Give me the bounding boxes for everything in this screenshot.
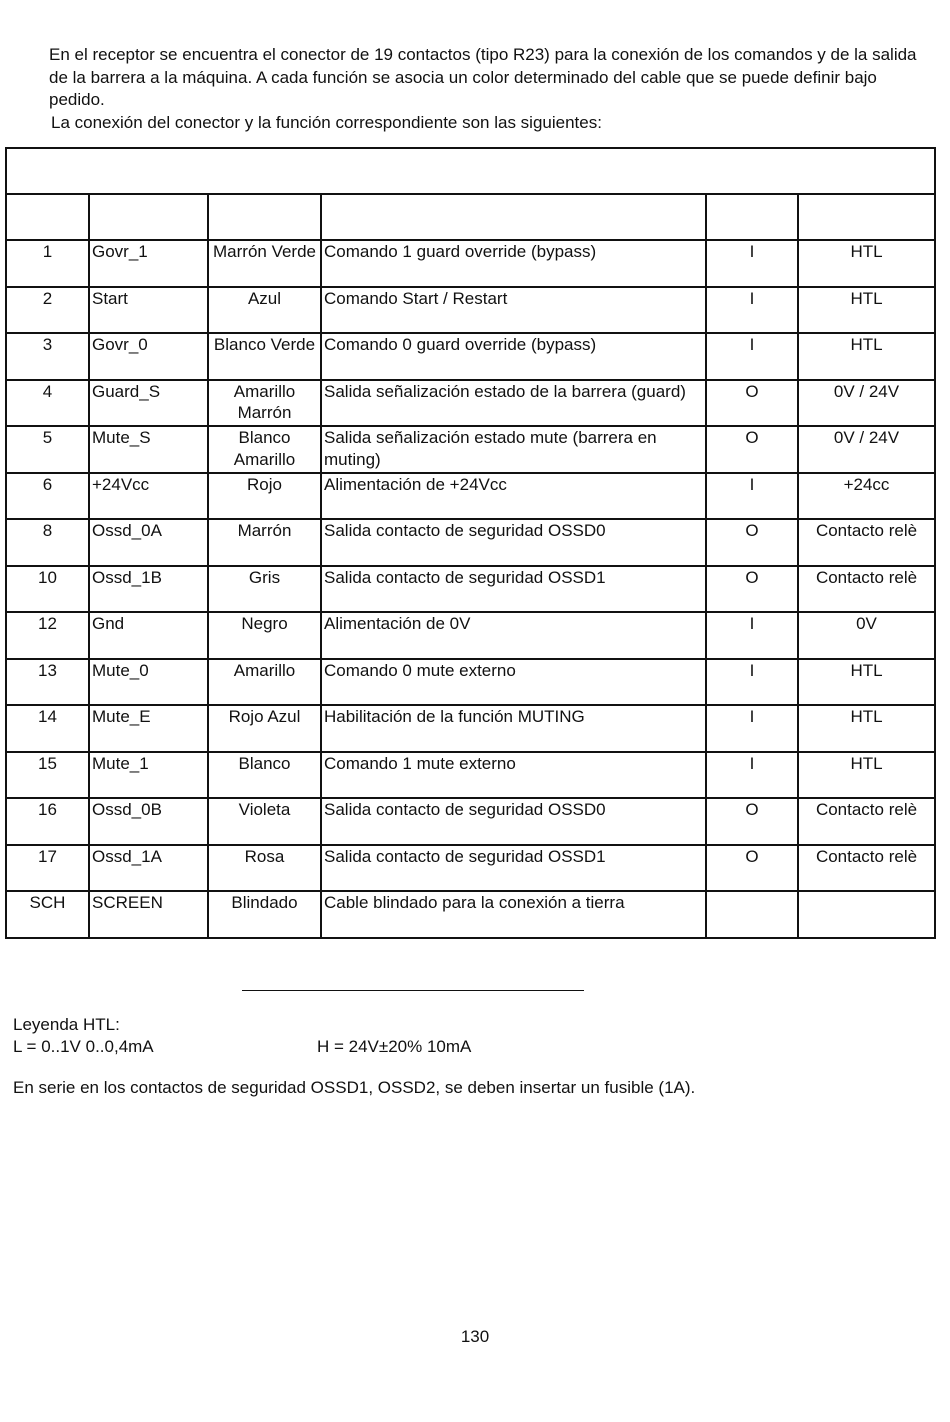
connector-pin-table — [5, 147, 936, 939]
cell-pin: 14 — [6, 705, 89, 752]
cell-io: I — [706, 240, 798, 287]
cell-pin: 5 — [6, 426, 89, 473]
cell-level: Contacto relè — [798, 798, 935, 845]
cell-function: Salida contacto de seguridad OSSD1 — [321, 845, 706, 892]
cell-function: Salida contacto de seguridad OSSD0 — [321, 519, 706, 566]
table-row — [6, 240, 935, 287]
table-row — [6, 473, 935, 520]
table-row — [6, 845, 935, 892]
table-row — [6, 705, 935, 752]
cell-level: HTL — [798, 705, 935, 752]
cell-function: Comando 1 mute externo — [321, 752, 706, 799]
cell-wire-color: Blanco — [208, 752, 321, 799]
cell-pin: 8 — [6, 519, 89, 566]
legend-low-level: L = 0..1V 0..0,4mA — [13, 1037, 154, 1056]
cell-level: +24cc — [798, 473, 935, 520]
cell-io: I — [706, 287, 798, 334]
cell-level: 0V / 24V — [798, 426, 935, 473]
cell-wire-color: Blindado — [208, 891, 321, 938]
cell-pin: 16 — [6, 798, 89, 845]
cell-wire-color: Rosa — [208, 845, 321, 892]
cell-signal-name: Guard_S — [89, 380, 208, 427]
cell-signal-name: SCREEN — [89, 891, 208, 938]
legend-high-level: H = 24V±20% 10mA — [317, 1037, 472, 1056]
header-name — [89, 194, 208, 240]
cell-io: I — [706, 473, 798, 520]
cell-signal-name: Ossd_1B — [89, 566, 208, 613]
cell-pin: SCH — [6, 891, 89, 938]
legend-title: Leyenda HTL: — [13, 1015, 120, 1034]
header-pin — [6, 194, 89, 240]
cell-level: HTL — [798, 287, 935, 334]
header-function — [321, 194, 706, 240]
cell-signal-name: Mute_S — [89, 426, 208, 473]
table-row — [6, 752, 935, 799]
table-row — [6, 798, 935, 845]
table-title — [6, 148, 935, 194]
table-row — [6, 659, 935, 706]
cell-function: Comando 0 guard override (bypass) — [321, 333, 706, 380]
cell-wire-color: Marrón Verde — [208, 240, 321, 287]
cell-level: HTL — [798, 659, 935, 706]
cell-function: Alimentación de 0V — [321, 612, 706, 659]
cell-wire-color: Blanco Verde — [208, 333, 321, 380]
fuse-note: En serie en los contactos de seguridad OSSD1, OSSD2, se deben insertar un fusible (1A). — [13, 1078, 696, 1097]
cell-pin: 6 — [6, 473, 89, 520]
cell-signal-name: Ossd_1A — [89, 845, 208, 892]
cell-io: I — [706, 612, 798, 659]
table-row — [6, 426, 935, 473]
cell-function: Alimentación de +24Vcc — [321, 473, 706, 520]
cell-wire-color: Negro — [208, 612, 321, 659]
cell-wire-color: Violeta — [208, 798, 321, 845]
cell-io: I — [706, 333, 798, 380]
intro-text — [49, 44, 929, 134]
cell-pin: 13 — [6, 659, 89, 706]
intro-paragraph-2: La conexión del conector y la función correspondiente son las siguientes: — [51, 112, 602, 132]
separator-line — [242, 990, 584, 991]
cell-signal-name: +24Vcc — [89, 473, 208, 520]
cell-wire-color: Marrón — [208, 519, 321, 566]
table-header-row — [6, 194, 935, 240]
table-row — [6, 287, 935, 334]
cell-io: O — [706, 380, 798, 427]
cell-signal-name: Gnd — [89, 612, 208, 659]
cell-signal-name: Mute_1 — [89, 752, 208, 799]
cell-function: Comando 1 guard override (bypass) — [321, 240, 706, 287]
cell-pin: 1 — [6, 240, 89, 287]
cell-function: Salida señalización estado mute (barrera en muting) — [321, 426, 706, 473]
cell-pin: 3 — [6, 333, 89, 380]
cell-io: O — [706, 798, 798, 845]
cell-signal-name: Ossd_0B — [89, 798, 208, 845]
cell-wire-color: Blanco Amarillo — [208, 426, 321, 473]
cell-wire-color: Gris — [208, 566, 321, 613]
cell-pin: 2 — [6, 287, 89, 334]
cell-io: O — [706, 845, 798, 892]
cell-function: Salida contacto de seguridad OSSD1 — [321, 566, 706, 613]
cell-level: HTL — [798, 240, 935, 287]
cell-signal-name: Start — [89, 287, 208, 334]
cell-io: O — [706, 426, 798, 473]
cell-io: O — [706, 519, 798, 566]
header-color — [208, 194, 321, 240]
table-row — [6, 891, 935, 938]
cell-function: Cable blindado para la conexión a tierra — [321, 891, 706, 938]
cell-wire-color: Rojo — [208, 473, 321, 520]
cell-pin: 10 — [6, 566, 89, 613]
cell-level: Contacto relè — [798, 519, 935, 566]
cell-signal-name: Mute_0 — [89, 659, 208, 706]
header-level — [798, 194, 935, 240]
cell-pin: 12 — [6, 612, 89, 659]
cell-wire-color: Amarillo — [208, 659, 321, 706]
cell-io — [706, 891, 798, 938]
cell-signal-name: Govr_1 — [89, 240, 208, 287]
table-row — [6, 380, 935, 427]
cell-pin: 15 — [6, 752, 89, 799]
page-number: 130 — [460, 1327, 490, 1346]
cell-level: Contacto relè — [798, 845, 935, 892]
table-row — [6, 333, 935, 380]
cell-level: 0V / 24V — [798, 380, 935, 427]
cell-io: I — [706, 659, 798, 706]
intro-paragraph-1: En el receptor se encuentra el conector de 19 contactos (tipo R23) para la conexión de los comandos y de la salida de la barrera a la máquina. A cada función se asocia un color determinado del cable que se puede definir bajo pedido. — [49, 45, 917, 109]
cell-signal-name: Ossd_0A — [89, 519, 208, 566]
cell-wire-color: Amarillo Marrón — [208, 380, 321, 427]
cell-signal-name: Mute_E — [89, 705, 208, 752]
cell-pin: 4 — [6, 380, 89, 427]
cell-function: Comando 0 mute externo — [321, 659, 706, 706]
table-row — [6, 612, 935, 659]
table-title-row — [6, 148, 935, 194]
cell-level — [798, 891, 935, 938]
table-row — [6, 519, 935, 566]
table-row — [6, 566, 935, 613]
cell-io: O — [706, 566, 798, 613]
header-io — [706, 194, 798, 240]
cell-wire-color: Azul — [208, 287, 321, 334]
cell-level: Contacto relè — [798, 566, 935, 613]
cell-function: Habilitación de la función MUTING — [321, 705, 706, 752]
cell-level: HTL — [798, 752, 935, 799]
cell-io: I — [706, 752, 798, 799]
cell-function: Salida contacto de seguridad OSSD0 — [321, 798, 706, 845]
cell-function: Salida señalización estado de la barrera (guard) — [321, 380, 706, 427]
cell-level: 0V — [798, 612, 935, 659]
htl-legend — [13, 1014, 713, 1058]
cell-pin: 17 — [6, 845, 89, 892]
cell-wire-color: Rojo Azul — [208, 705, 321, 752]
cell-io: I — [706, 705, 798, 752]
cell-signal-name: Govr_0 — [89, 333, 208, 380]
cell-function: Comando Start / Restart — [321, 287, 706, 334]
cell-level: HTL — [798, 333, 935, 380]
